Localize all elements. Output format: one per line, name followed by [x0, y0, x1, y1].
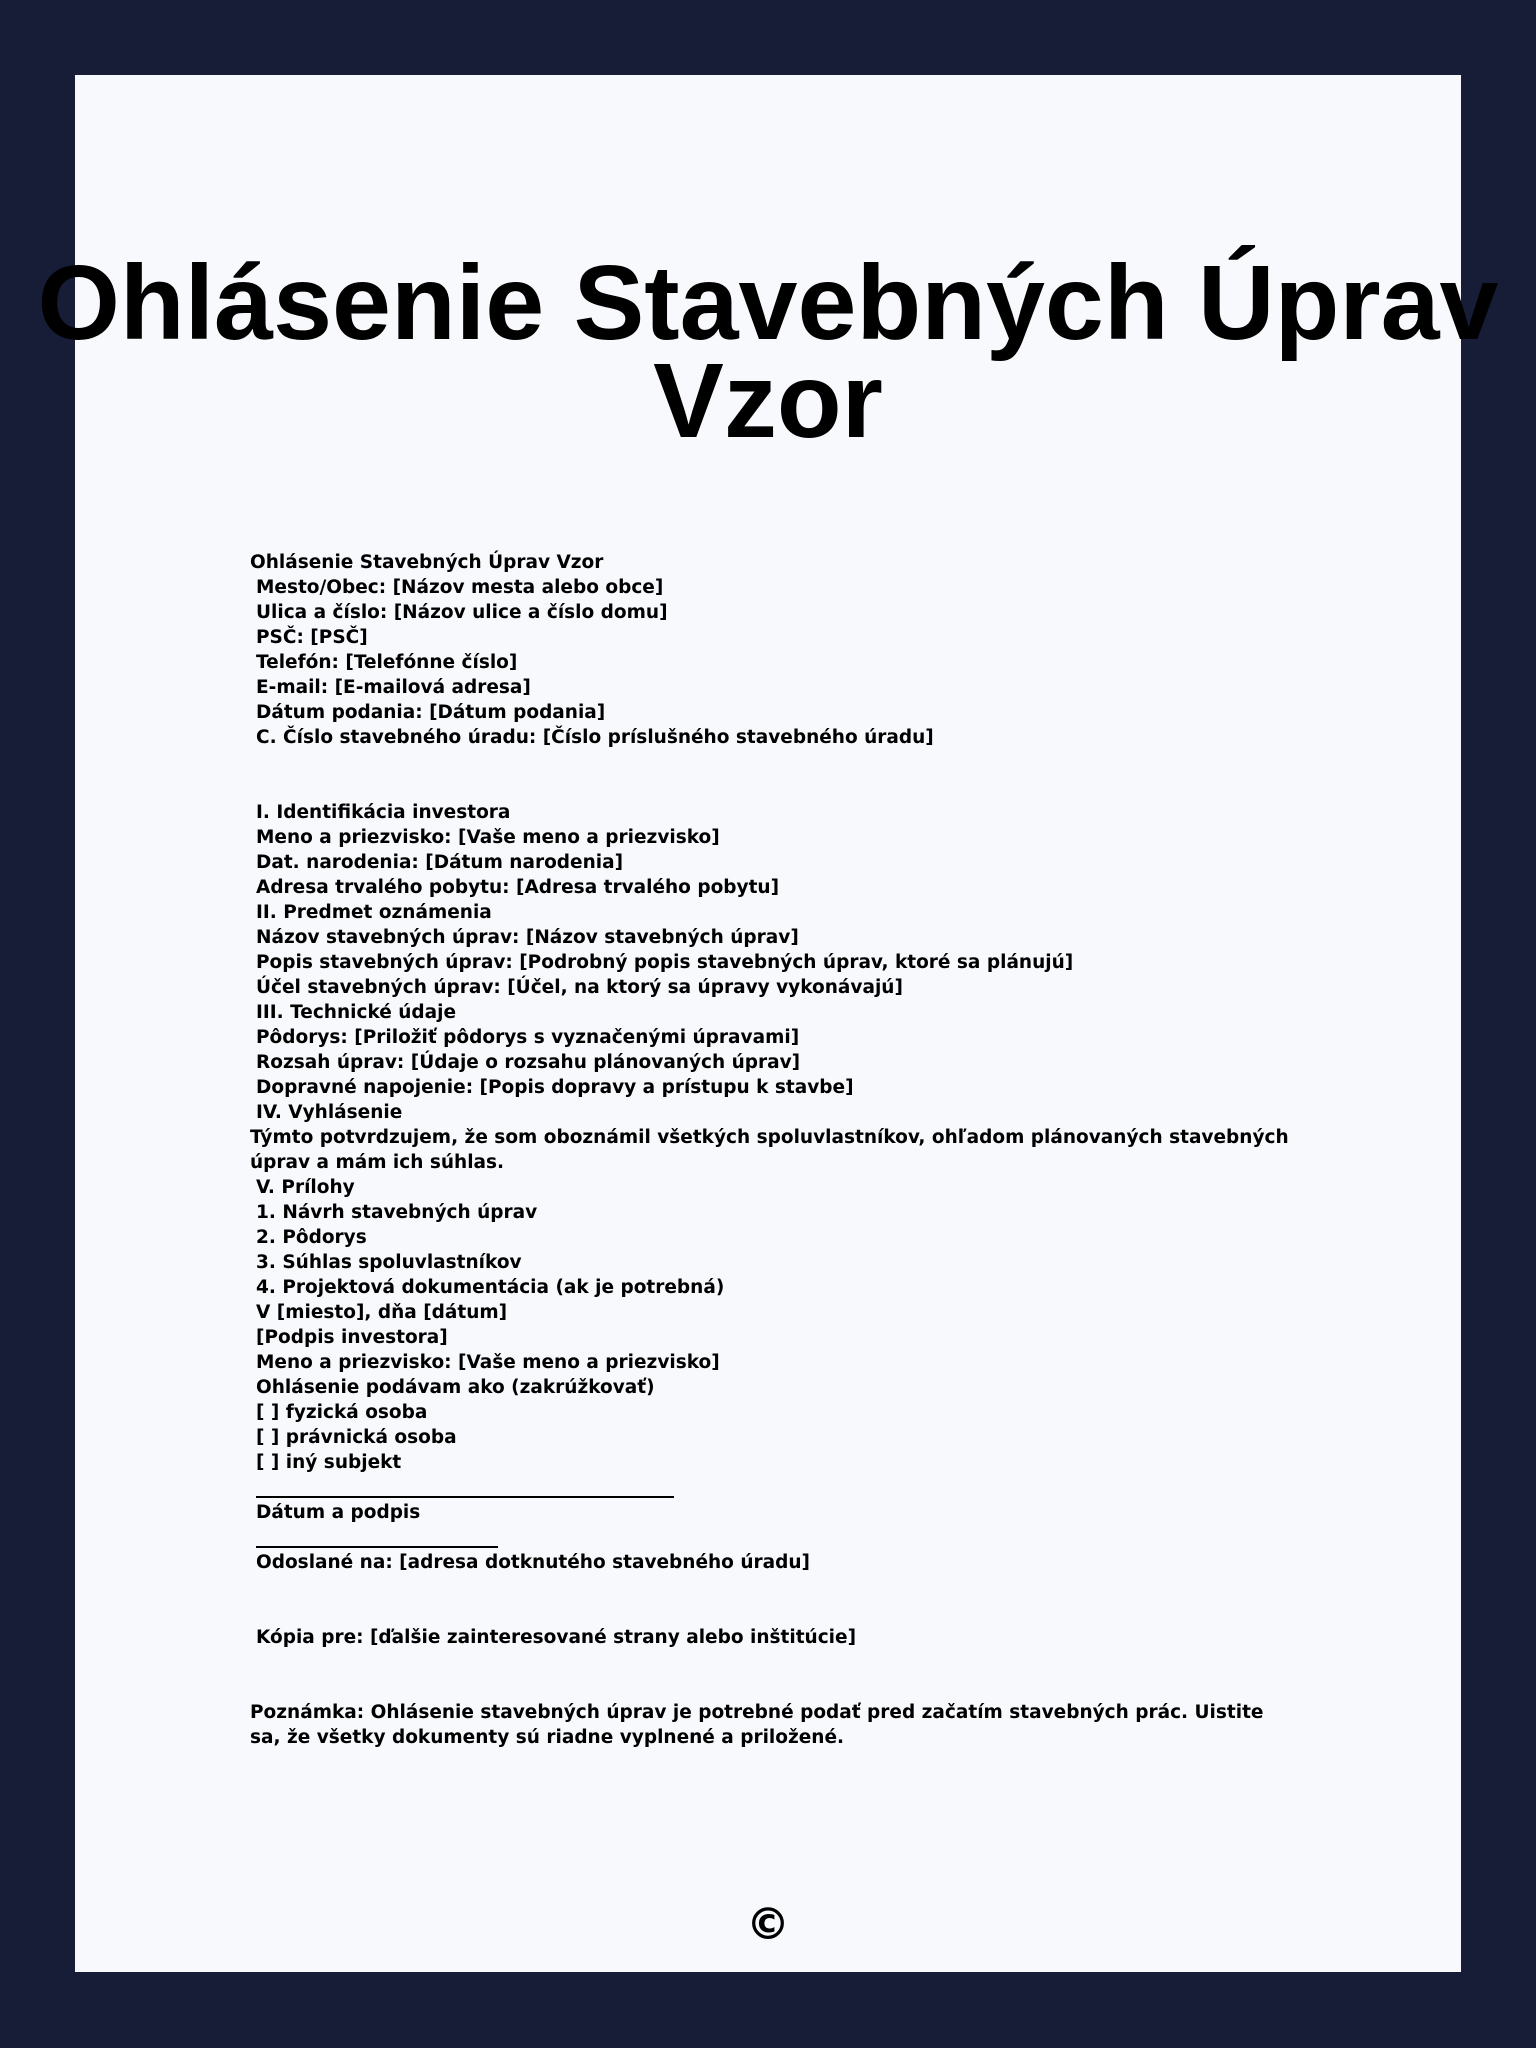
page-title-line-2: Vzor: [653, 342, 883, 460]
office-number-field: C. Číslo stavebného úradu: [Číslo príslušného stavebného úradu]: [256, 727, 934, 748]
birth-date-field: Dat. narodenia: [Dátum narodenia]: [256, 852, 624, 873]
works-description-field: Popis stavebných úprav: [Podrobný popis stavebných úprav, ktoré sa plánujú]: [256, 952, 1074, 973]
scope-field: Rozsah úprav: [Údaje o rozsahu plánovaných úprav]: [256, 1052, 801, 1073]
filer-type-option: [ ] fyzická osoba: [256, 1402, 428, 1423]
signature-line: [250, 1475, 1290, 1500]
filer-type-option: [ ] právnická osoba: [256, 1427, 457, 1448]
section-1-heading: I. Identifikácia investora: [256, 802, 511, 823]
page-title-line-1: Ohlásenie Stavebných Úprav: [37, 244, 1499, 362]
investor-name-field: Meno a priezvisko: [Vaše meno a priezvisko]: [256, 827, 720, 848]
declaration-text: Týmto potvrdzujem, že som oboznámil všetkých spoluvlastníkov, ohľadom plánovaných stavebných úprav a mám ich súhlas.: [250, 1127, 1289, 1173]
copy-to-field: Kópia pre: [ďalšie zainteresované strany alebo inštitúcie]: [256, 1627, 857, 1648]
doc-title: Ohlásenie Stavebných Úprav Vzor: [250, 552, 604, 573]
signer-name-field: Meno a priezvisko: [Vaše meno a priezvisko]: [256, 1352, 720, 1373]
place-date-field: V [miesto], dňa [dátum]: [256, 1302, 508, 1323]
city-field: Mesto/Obec: [Názov mesta alebo obce]: [256, 577, 664, 598]
street-field: Ulica a číslo: [Názov ulice a číslo domu]: [256, 602, 668, 623]
filing-date-field: Dátum podania: [Dátum podania]: [256, 702, 606, 723]
spacer: [250, 1650, 1290, 1700]
zip-field: PSČ: [PSČ]: [256, 627, 368, 648]
note-text: Poznámka: Ohlásenie stavebných úprav je potrebné podať pred začatím stavebných prác. Uistite sa, že všetky dokumenty sú riadne vyplnené a priložené.: [250, 1702, 1264, 1748]
attachment-item: 2. Pôdorys: [256, 1227, 367, 1248]
phone-field: Telefón: [Telefónne číslo]: [256, 652, 518, 673]
attachment-item: 1. Návrh stavebných úprav: [256, 1202, 538, 1223]
email-field: E-mail: [E-mailová adresa]: [256, 677, 531, 698]
address-field: Adresa trvalého pobytu: [Adresa trvalého pobytu]: [256, 877, 780, 898]
copyright-symbol: ©: [746, 1899, 790, 1950]
attachment-item: 3. Súhlas spoluvlastníkov: [256, 1252, 522, 1273]
section-2-heading: II. Predmet oznámenia: [256, 902, 492, 923]
filer-type-label: Ohlásenie podávam ako (zakrúžkovať): [256, 1377, 655, 1398]
spacer: [250, 1575, 1290, 1625]
spacer: [250, 750, 1290, 800]
signature-field: [Podpis investora]: [256, 1327, 448, 1348]
floorplan-field: Pôdorys: [Priložiť pôdorys s vyznačenými úpravami]: [256, 1027, 800, 1048]
date-signature-label: Dátum a podpis: [256, 1502, 421, 1523]
section-4-heading: IV. Vyhlásenie: [256, 1102, 403, 1123]
works-purpose-field: Účel stavebných úprav: [Účel, na ktorý sa úpravy vykonávajú]: [256, 977, 903, 998]
filer-type-option: [ ] iný subjekt: [256, 1452, 402, 1473]
section-5-heading: V. Prílohy: [256, 1177, 355, 1198]
sent-to-field: Odoslané na: [adresa dotknutého stavebného úradu]: [256, 1552, 810, 1573]
attachment-item: 4. Projektová dokumentácia (ak je potrebná): [256, 1277, 725, 1298]
works-name-field: Názov stavebných úprav: [Názov stavebných úprav]: [256, 927, 799, 948]
page-title: [0, 244, 1536, 460]
section-3-heading: III. Technické údaje: [256, 1002, 457, 1023]
transport-field: Dopravné napojenie: [Popis dopravy a prístupu k stavbe]: [256, 1077, 854, 1098]
document-body: [250, 550, 1290, 1750]
date-line: [250, 1525, 1290, 1550]
